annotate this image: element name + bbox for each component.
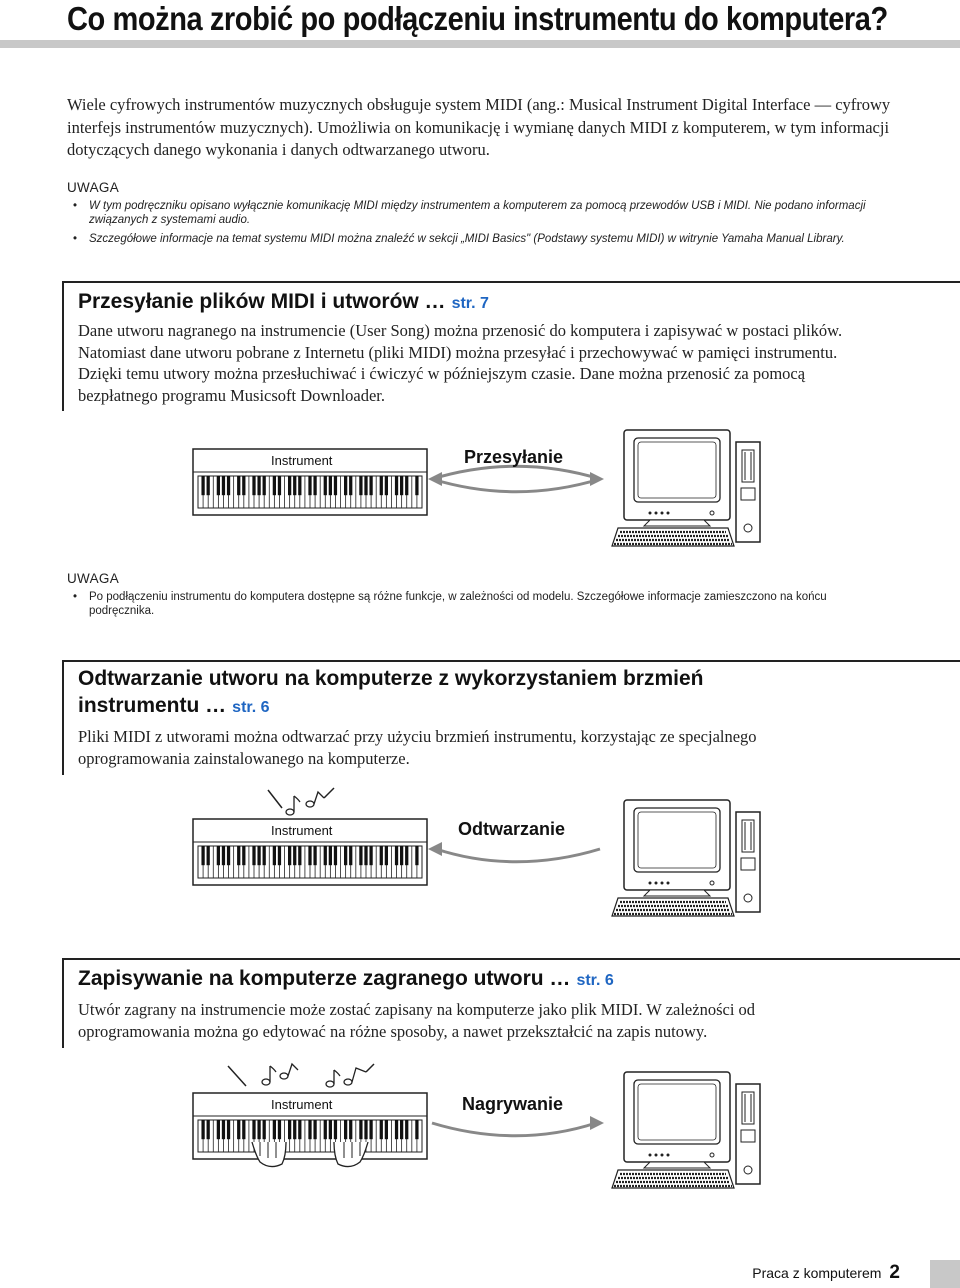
- note-item: • Szczegółowe informacje na temat systemu MIDI można znaleźć w sekcji „MIDI Basics" (Podstawy systemu MIDI) w witrynie Yamaha Manual Library.: [67, 233, 887, 247]
- music-notes-icon: [266, 786, 336, 822]
- note-item: • Po podłączeniu instrumentu do komputera dostępne są różne funkcje, w zależności od modelu. Szczegółowe informacje zamieszczono na końcu podręcznika.: [67, 591, 887, 618]
- note-heading: UWAGA: [67, 571, 119, 586]
- computer-icon: [610, 798, 770, 920]
- note-heading: UWAGA: [67, 180, 119, 195]
- instrument-label: Instrument: [271, 453, 333, 468]
- section-title-line2: instrumentu …: [78, 694, 227, 717]
- page-title: Co można zrobić po podłączeniu instrumentu do komputera?: [67, 0, 888, 37]
- section-title: [78, 965, 614, 994]
- action-label: Odtwarzanie: [458, 819, 566, 839]
- page-ref-link[interactable]: str. 6: [576, 972, 614, 989]
- section-title-line1: Odtwarzanie utworu na komputerze z wykorzystaniem brzmień: [78, 667, 704, 690]
- section-body: Dane utworu nagranego na instrumencie (User Song) można przenosić do komputera i zapisywać w postaci plików. Natomiast dane utworu pobrane z Internetu (pliki MIDI) można przesyłać i przechowywać w pamięci instrumentu. Dzięki temu utwory można przesłuchiwać i ćwiczyć w późniejszym czasie. Dane można przenosić za pomocą bezpłatnego programu Musicsoft Downloader.: [78, 321, 843, 405]
- action-label: Nagrywanie: [462, 1094, 564, 1114]
- section-recording: [62, 958, 960, 1048]
- hands-icon: [248, 1138, 372, 1170]
- note-uwaga-1: [67, 180, 887, 253]
- section-title: [78, 288, 489, 317]
- note-uwaga-2: [67, 571, 887, 624]
- section-body: Pliki MIDI z utworami można odtwarzać przy użyciu brzmień instrumentu, korzystając ze specjalnego oprogramowania zainstalowanego na komputerze.: [78, 727, 757, 768]
- section-body: Utwór zagrany na instrumencie może zostać zapisany na komputerze jako plik MIDI. W zależności od oprogramowania można go edytować na różne sposoby, a nawet przekształcić na zapis nutowy.: [78, 1000, 756, 1041]
- note-item: • W tym podręczniku opisano wyłącznie komunikację MIDI między instrumentem a komputerem za pomocą przewodów USB i MIDI. Nie podano informacji związanych z systemami audio.: [67, 200, 887, 227]
- page-number: 2: [889, 1262, 900, 1283]
- page-ref-link[interactable]: str. 6: [232, 699, 270, 716]
- computer-icon: [610, 428, 770, 550]
- intro-paragraph: Wiele cyfrowych instrumentów muzycznych obsługuje system MIDI (ang.: Musical Instrument Digital Interface — cyfrowy interfejs instrumentów muzycznych). Umożliwia on komunikację i wymianę danych MIDI z komputerem, w tym informacji dotyczących danego wykonania i danych odtwarzanego utworu.: [67, 95, 891, 159]
- computer-icon: [610, 1070, 770, 1192]
- footer-bar: [926, 1260, 960, 1288]
- bidirectional-arrow-icon: [428, 464, 604, 494]
- section-title-text: Przesyłanie plików MIDI i utworów …: [78, 290, 446, 313]
- section-transfer: [62, 281, 960, 411]
- section-title-text: Zapisywanie na komputerze zagranego utworu …: [78, 967, 571, 990]
- page-ref-link[interactable]: str. 7: [451, 295, 489, 312]
- music-notes-icon: [226, 1060, 376, 1096]
- section-title: [78, 665, 703, 721]
- instrument-label: Instrument: [271, 823, 333, 838]
- title-rule: [0, 40, 960, 48]
- section-playback: [62, 660, 960, 775]
- page-footer: [752, 1262, 900, 1284]
- action-label: Przesyłanie: [464, 447, 564, 467]
- instrument-label: Instrument: [271, 1097, 333, 1112]
- footer-label: Praca z komputerem: [752, 1265, 882, 1281]
